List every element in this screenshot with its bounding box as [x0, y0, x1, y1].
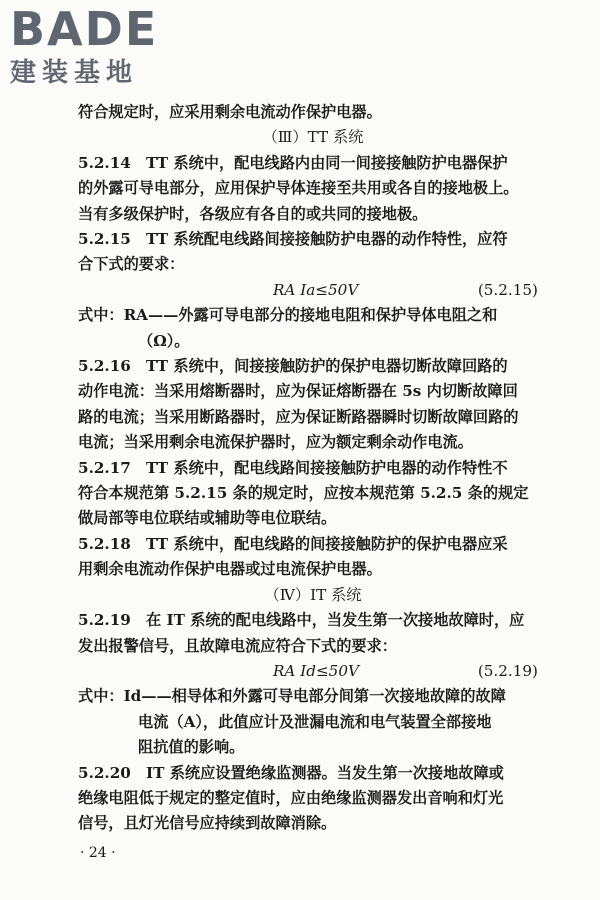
text-line: 用剩余电流动作保护电器或过电流保护电器。: [78, 560, 382, 579]
text-line: 符合规定时，应采用剩余电流动作保护电器。: [78, 103, 382, 121]
text-line: 信号，且灯光信号应持续到故障消除。: [78, 814, 337, 833]
clause-5-2-14: 5.2.14 TT 系统中，配电线路内由同一间接接触防护电器保护: [78, 153, 508, 172]
text-line: 电流（A），此值应计及泄漏电流和电气装置全部接地: [138, 712, 492, 731]
formula-expression: RA Ia≤50V: [273, 280, 359, 299]
text-line: 电流；当采用剩余电流保护器时，应为额定剩余动作电流。: [78, 433, 473, 452]
text-line: 路的电流；当采用断路器时，应为保证断路器瞬时切断故障回路的: [78, 407, 519, 426]
text-line: 合下式的要求：: [78, 255, 185, 274]
text-line: 符合本规范第 5.2.15 条的规定时，应按本规范第 5.2.5 条的规定: [78, 484, 529, 503]
where-clause: 式中：RA——外露可导电部分的接地电阻和保护导体电阻之和: [78, 306, 498, 325]
text-line: 做局部等电位联结或辅助等电位联结。: [78, 509, 337, 528]
bade-logo: [10, 2, 180, 88]
text-line: 动作电流：当采用熔断器时，应为保证熔断器在 5s 内切断故障回: [78, 382, 518, 401]
text-line: （Ω）。: [138, 331, 190, 350]
clause-5-2-17: 5.2.17 TT 系统中，配电线路间接接触防护电器的动作特性不: [78, 458, 508, 477]
text-line: 发出报警信号，且故障电流应符合下式的要求：: [78, 636, 397, 655]
clause-5-2-16: 5.2.16 TT 系统中，间接接触防护的保护电器切断故障回路的: [78, 357, 508, 376]
clause-5-2-19: 5.2.19 在 IT 系统的配电线路中，当发生第一次接地故障时，应: [78, 611, 525, 630]
formula-5-2-19: [78, 659, 548, 684]
where-clause: 式中：Id——相导体和外露可导电部分间第一次接地故障的故障: [78, 687, 506, 706]
logo-subtitle: 建装基地: [10, 58, 139, 88]
equation-number: (5.2.15): [477, 280, 538, 299]
section-heading-tt: （Ⅲ）TT 系统: [262, 128, 364, 147]
equation-number: (5.2.19): [477, 661, 538, 680]
text-line: 当有多级保护时，各级应有各自的或共同的接地极。: [78, 204, 428, 223]
clause-5-2-18: 5.2.18 TT 系统中，配电线路的间接接触防护的保护电器应采: [78, 534, 508, 553]
formula-expression: RA Id≤50V: [273, 661, 359, 680]
text-line: 的外露可导电部分，应用保护导体连接至共用或各自的接地极上。: [78, 179, 519, 198]
text-line: 绝缘电阻低于规定的整定值时，应由绝缘监测器发出音响和灯光: [78, 788, 504, 807]
clause-5-2-20: 5.2.20 IT 系统应设置绝缘监测器。当发生第一次接地故障或: [78, 763, 504, 782]
logo-wordmark: BADE: [10, 2, 159, 56]
document-page: [78, 100, 548, 866]
formula-5-2-15: [78, 278, 548, 303]
page-number: · 24 ·: [80, 844, 116, 861]
clause-5-2-15: 5.2.15 TT 系统配电线路间接接触防护电器的动作特性，应符: [78, 230, 508, 249]
text-line: 阻抗值的影响。: [138, 738, 245, 757]
section-heading-it: （Ⅳ）IT 系统: [264, 585, 362, 604]
